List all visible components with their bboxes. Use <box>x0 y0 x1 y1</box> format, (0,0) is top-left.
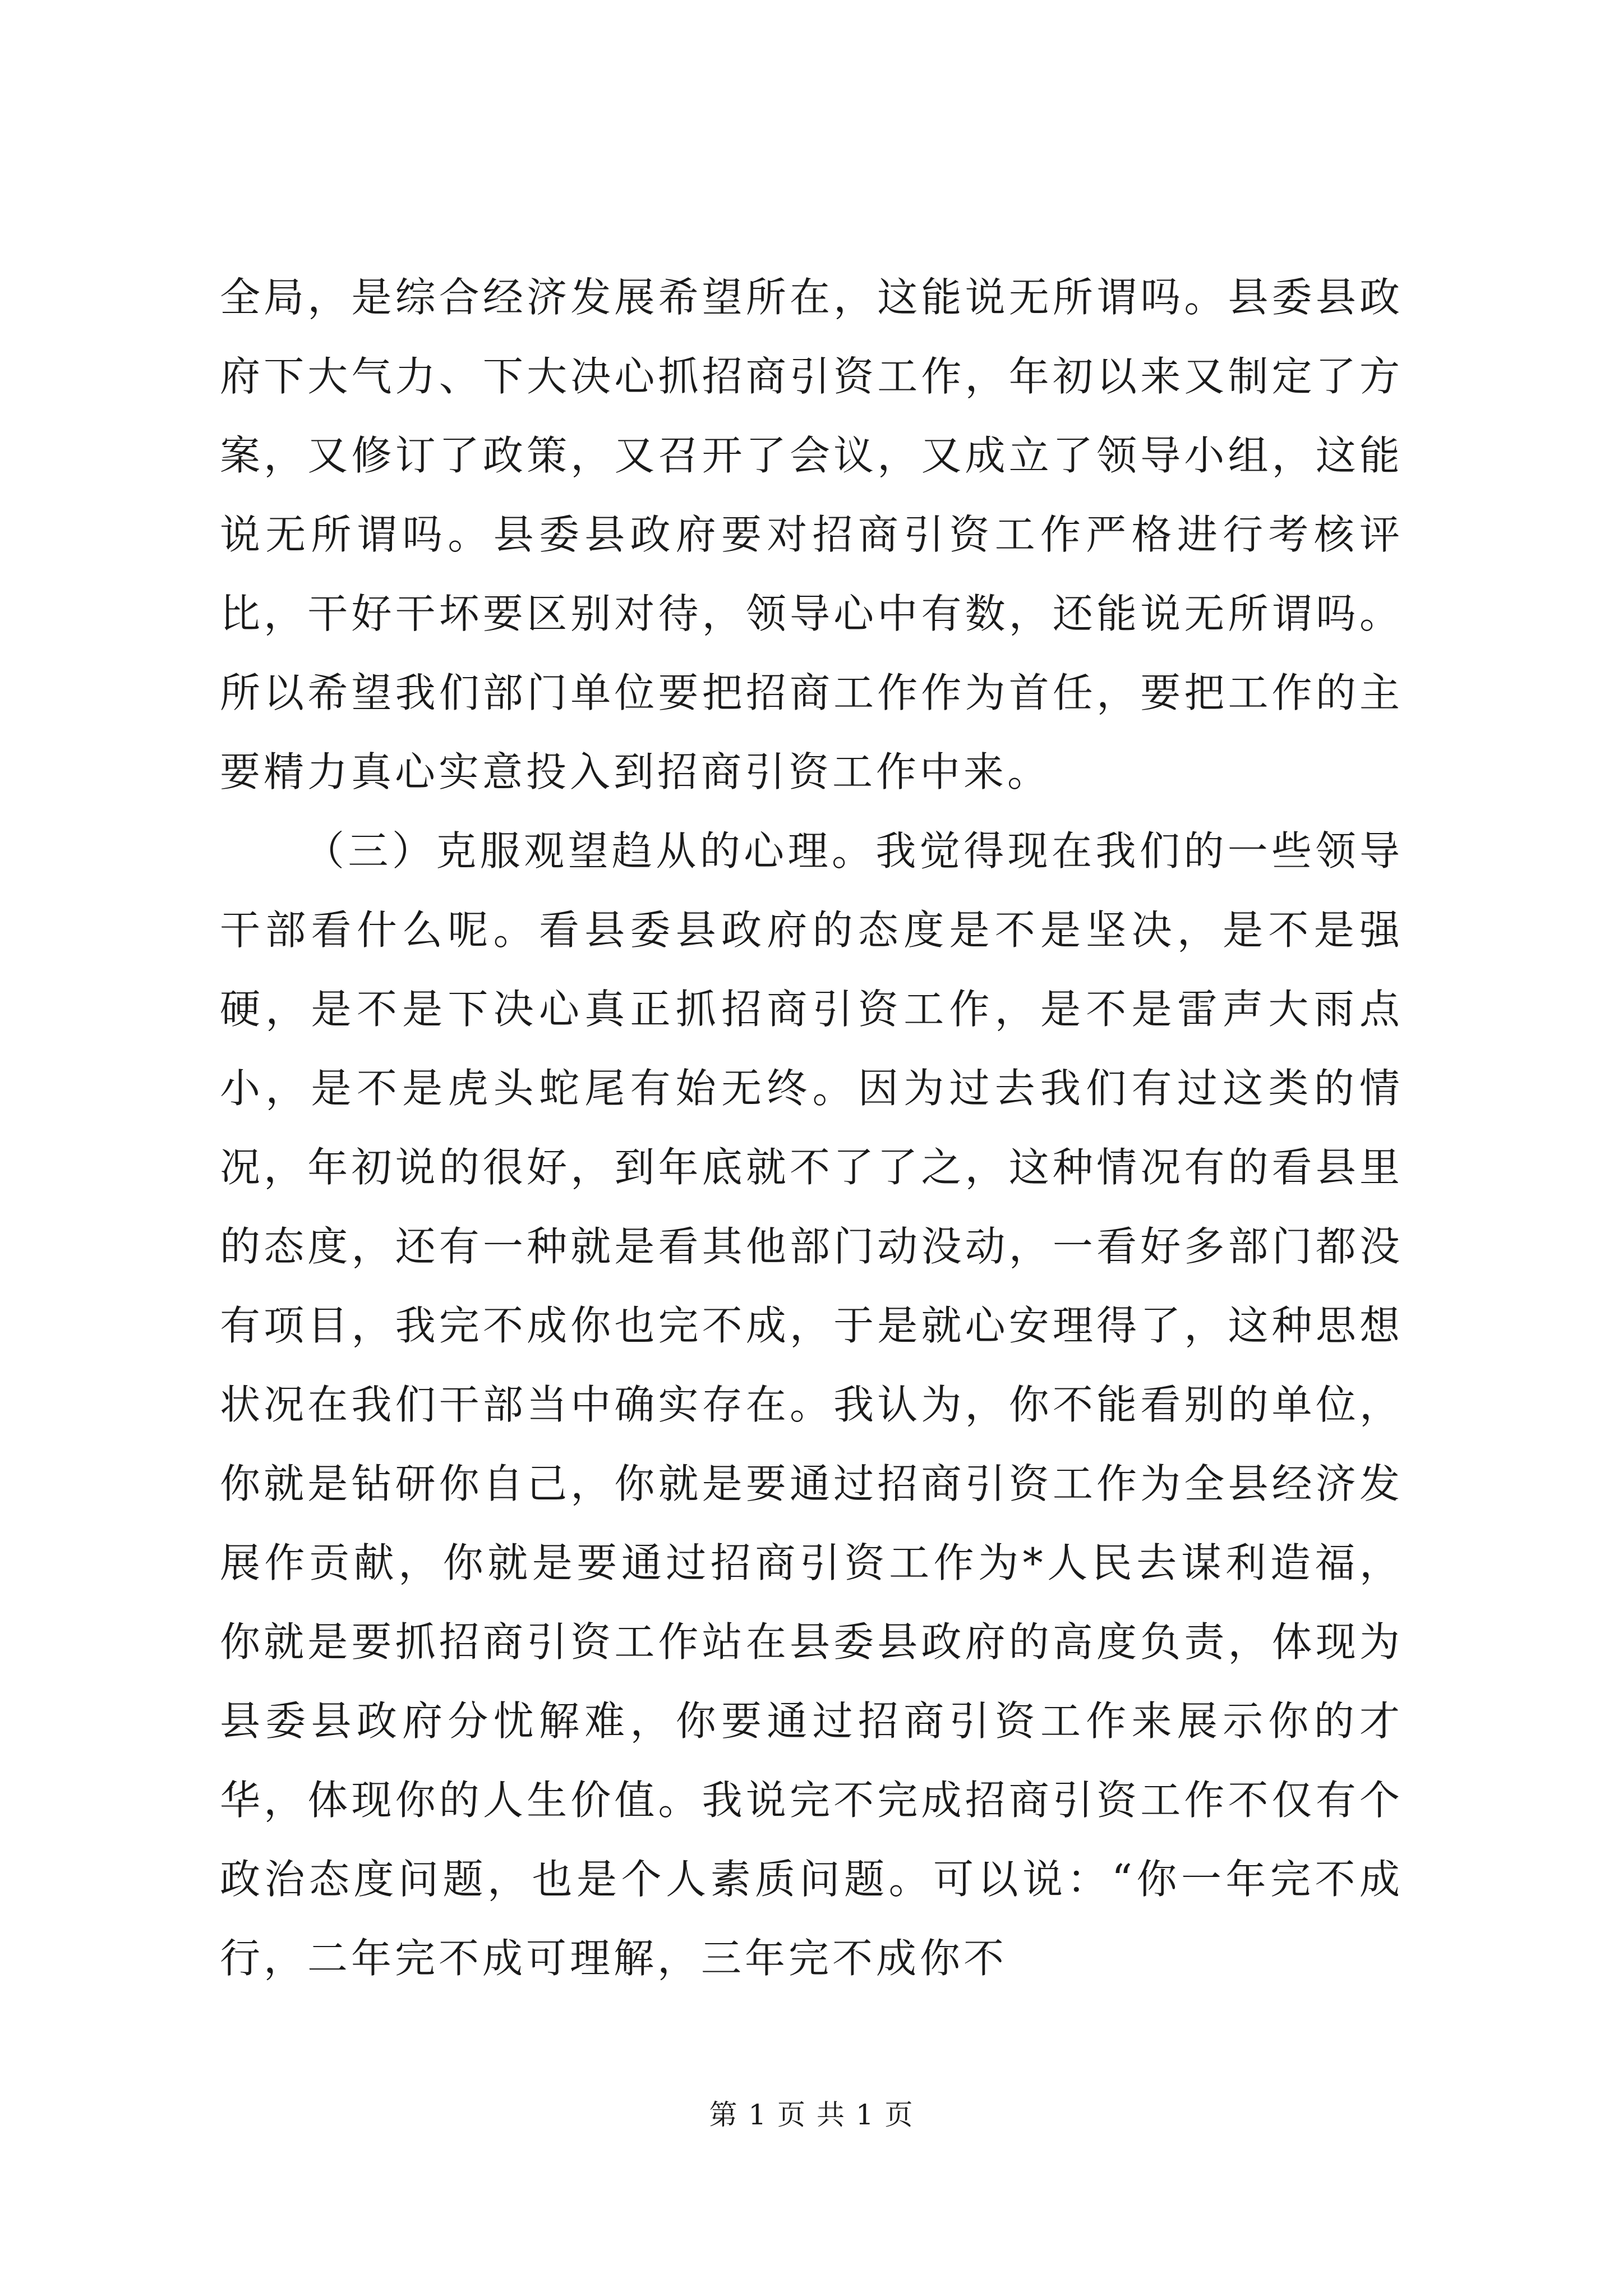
document-body <box>220 258 1403 1998</box>
paragraph-2: （三）克服观望趋从的心理。我觉得现在我们的一些领导干部看什么呢。看县委县政府的态度是不是坚决，是不是强硬，是不是下决心真正抓招商引资工作，是不是雷声大雨点小，是不是虎头蛇尾有始无终。因为过去我们有过这类的情况，年初说的很好，到年底就不了了之，这种情况有的看县里的态度，还有一种就是看其他部门动没动，一看好多部门都没有项目，我完不成你也完不成，于是就心安理得了，这种思想状况在我们干部当中确实存在。我认为，你不能看别的单位，你就是钻研你自己，你就是要通过招商引资工作为全县经济发展作贡献，你就是要通过招商引资工作为*人民去谋利造福，你就是要抓招商引资工作站在县委县政府的高度负责，体现为县委县政府分忧解难，你要通过招商引资工作来展示你的才华，体现你的人生价值。我说完不完成招商引资工作不仅有个政治态度问题，也是个人素质问题。可以说：“你一年完不成行，二年完不成可理解，三年完不成你不 <box>220 827 1403 1982</box>
page-footer: 第 1 页 共 1 页 <box>709 2099 914 2131</box>
paragraph-1: 全局，是综合经济发展希望所在，这能说无所谓吗。县委县政府下大气力、下大决心抓招商引资工作，年初以来又制定了方案，又修订了政策，又召开了会议，又成立了领导小组，这能说无所谓吗。县委县政府要对招商引资工作严格进行考核评比，干好干坏要区别对待，领导心中有数，还能说无所谓吗。所以希望我们部门单位要把招商工作作为首任，要把工作的主要精力真心实意投入到招商引资工作中来。 <box>220 274 1403 795</box>
